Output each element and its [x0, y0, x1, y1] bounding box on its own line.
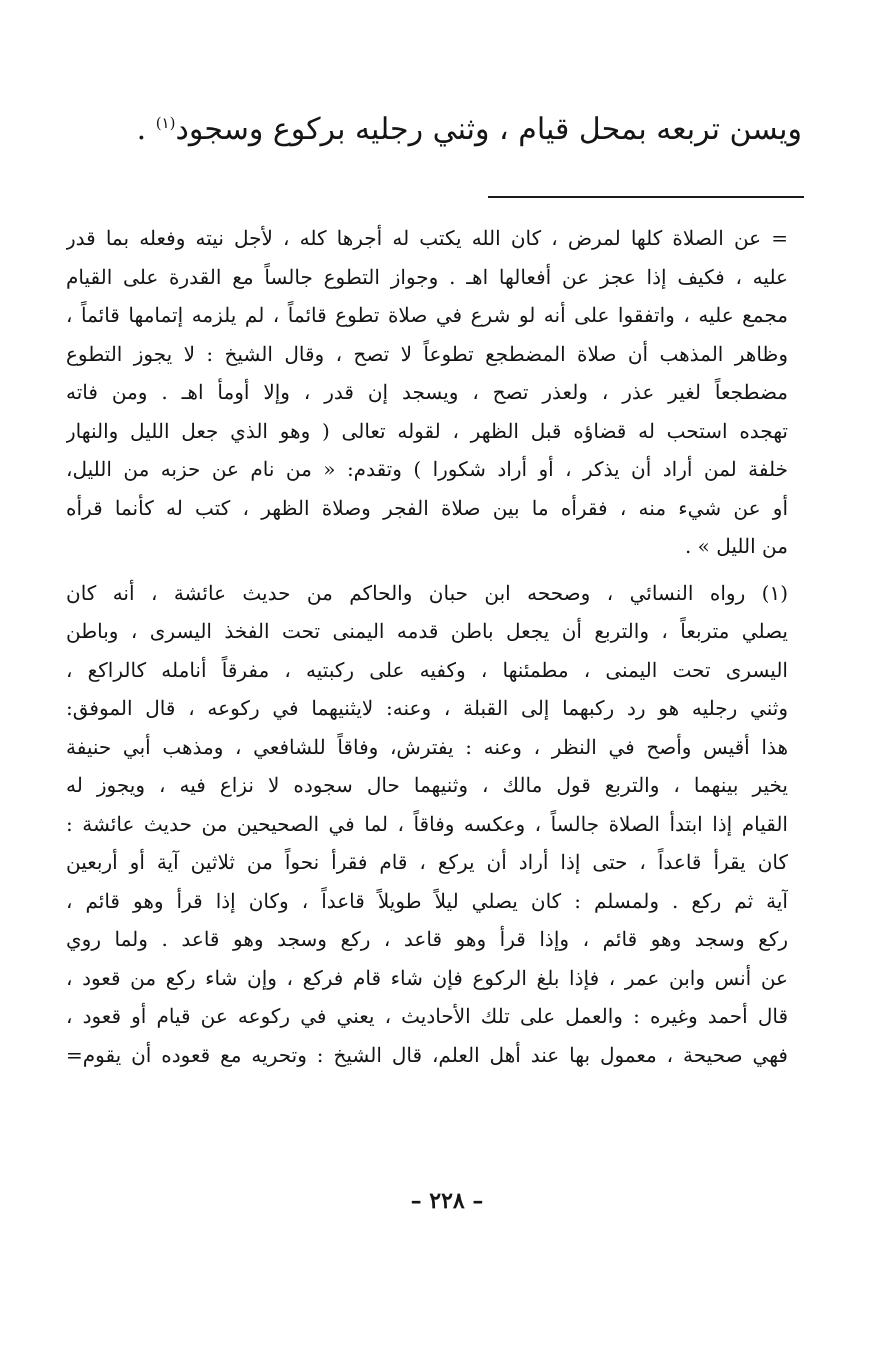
footnote-line: خلفة لمن أراد أن يذكر ، أو أراد شكورا ) وتقدم: « من نام عن حزبه من الليل، — [66, 457, 788, 481]
footnote-line: وثني رجليه هو رد ركبهما إلى القبلة ، وعنه: لايثنيهما في ركوعه ، قال الموفق: — [66, 696, 788, 720]
footnote-line: هذا أقيس وأصح في النظر ، وعنه : يفترش، وفاقاً للشافعي ، ومذهب أبي حنيفة — [66, 734, 788, 759]
footnote-gap — [66, 566, 788, 574]
footnote-line: القيام إذا ابتدأ الصلاة جالساً ، وعكسه وفاقاً ، لما في الصحيحين من حديث عائشة : — [66, 811, 788, 836]
footnote-separator-rule — [488, 196, 804, 198]
footnote-marker: (١) — [155, 114, 176, 132]
footnote-line: مضطجعاً لغير عذر ، ولعذر تصح ، ويسجد إن قدر ، وإلا أومأ اهـ . ومن فاته — [66, 380, 788, 404]
footnote-line: فهي صحيحة ، معمول بها عند أهل العلم، قال الشيخ : وتحريه مع قعوده أن يقوم= — [66, 1042, 788, 1067]
page-number: – ٢٢٨ – — [410, 1188, 484, 1214]
footnote-line: يصلي متربعاً ، والتربع أن يجعل باطن قدمه اليمنى تحت الفخذ اليسرى ، وباطن — [66, 619, 788, 643]
footnote-line: قال أحمد وغيره : والعمل على تلك الأحاديث ، يعني في ركوعه عن قيام أو قعود ، — [66, 1004, 788, 1028]
footnote-line: مجمع عليه ، واتفقوا على أنه لو شرع في صلاة تطوع قائماً ، لم يلزمه إتمامها قائماً ، — [66, 303, 788, 327]
footnotes-block — [66, 219, 788, 1074]
main-text-end: . — [136, 112, 156, 147]
footnote-line: تهجده استحب له قضاؤه قبل الظهر ، لقوله تعالى ( وهو الذي جعل الليل والنهار — [66, 418, 788, 443]
footnote-line: أو عن شيء منه ، فقرأه ما بين صلاة الفجر وصلاة الظهر ، كتب له كأنما قرأه — [66, 495, 788, 520]
footnote-line: (١) رواه النسائي ، وصححه ابن حبان والحاكم من حديث عائشة ، أنه كان — [66, 580, 788, 605]
footnote-line: كان يقرأ قاعداً ، حتى إذا أراد أن يركع ، قام فقرأ نحواً من ثلاثين آية أو أربعين — [66, 850, 788, 874]
footnote-continued — [66, 219, 788, 566]
main-text — [90, 108, 802, 152]
footnote-line: اليسرى تحت اليمنى ، مطمئنها ، وكفيه على ركبتيه ، مفرقاً أنامله كالراكع ، — [66, 657, 788, 682]
footnote-line: يخير بينهما ، والتربع قول مالك ، وثنيهما حال سجوده لا نزاع فيه ، ويجوز له — [66, 773, 788, 797]
footnote-line: = عن الصلاة كلها لمرض ، كان الله يكتب له أجرها كله ، لأجل نيته وفعله بما قدر — [66, 226, 788, 250]
footnote-line: آية ثم ركع . ولمسلم : كان يصلي ليلاً طويلاً قاعداً ، وكان إذا قرأ وهو قائم ، — [66, 888, 788, 913]
footnote-line: عليه ، فكيف إذا عجز عن أفعالها اهـ . وجواز التطوع جالساً مع القدرة على القيام — [66, 264, 788, 289]
footnote-line: عن أنس وابن عمر ، فإذا بلغ الركوع فإن شاء قام فركع ، وإن شاء ركع من قعود ، — [66, 965, 788, 990]
footnote-line: من الليل » . — [684, 534, 788, 558]
main-text-body: ويسن تربعه بمحل قيام ، وثني رجليه بركوع وسجود — [175, 112, 802, 147]
footnote-line: ركع وسجد وهو قائم ، وإذا قرأ وهو قاعد ، ركع وسجد وهو قاعد . ولما روي — [66, 927, 788, 951]
footnote-line: وظاهر المذهب أن صلاة المضطجع تطوعاً لا تصح ، وقال الشيخ : لا يجوز التطوع — [66, 341, 788, 366]
footnote-1 — [66, 574, 788, 1075]
